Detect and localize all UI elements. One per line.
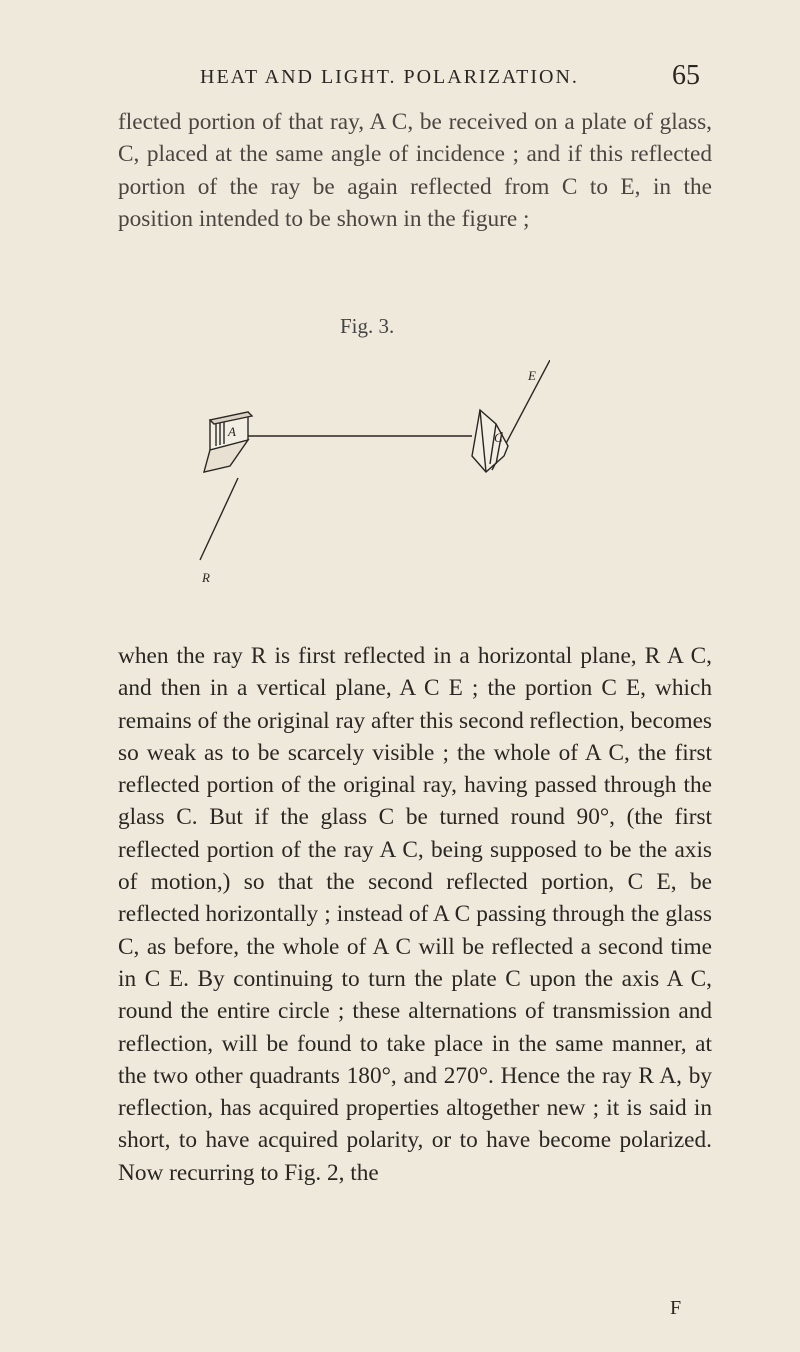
paragraph-top: flected portion of that ray, A C, be received on a plate of glass, C, placed at the same angle of incidence ; and if this reflected portion of the ray be again reflected from C to E, in the position intended to be shown in the figure ; xyxy=(118,109,712,232)
running-head-title: HEAT AND LIGHT. POLARIZATION. xyxy=(200,66,579,88)
figure-caption: Fig. 3. xyxy=(340,314,395,338)
ray-ra xyxy=(200,478,238,560)
paragraph-bottom: when the ray R is first reflected in a horizontal plane, R A C, and then in a vertical plane, A C E ; the portion C E, which remains of the original ray after this second reflection, becomes so weak as to be scarcely visible ; the whole of A C, the first reflected portion of the original ray, having passed through the glass C. But if the glass C be turned round 90°, (the first reflected portion of the ray A C, being supposed to be the axis of motion,) so that the second reflected portion, C E, be reflected horizontally ; instead of A C passing through the glass C, as before, the whole of A C will be reflected a second time in C E. By continuing to turn the plate C upon the axis A C, round the entire circle ; these alternations of transmission and reflection, will be found to take place in the same manner, at the two other quadrants 180°, and 270°. Hence the ray R A, by reflection, has acquired properties altogether new ; it is said in short, to have acquired polarity, or to have become polarized. Now recurring to Fig. 2, the xyxy=(118,643,712,1186)
label-a: A xyxy=(228,424,236,439)
label-r: R xyxy=(202,570,210,585)
label-c: C xyxy=(494,430,503,445)
label-e: E xyxy=(528,368,536,383)
polarization-diagram xyxy=(190,360,550,590)
signature-mark: F xyxy=(670,1297,682,1319)
page-number: 65 xyxy=(672,60,700,91)
figure-3-diagram xyxy=(190,360,550,590)
plate-a xyxy=(204,412,252,472)
